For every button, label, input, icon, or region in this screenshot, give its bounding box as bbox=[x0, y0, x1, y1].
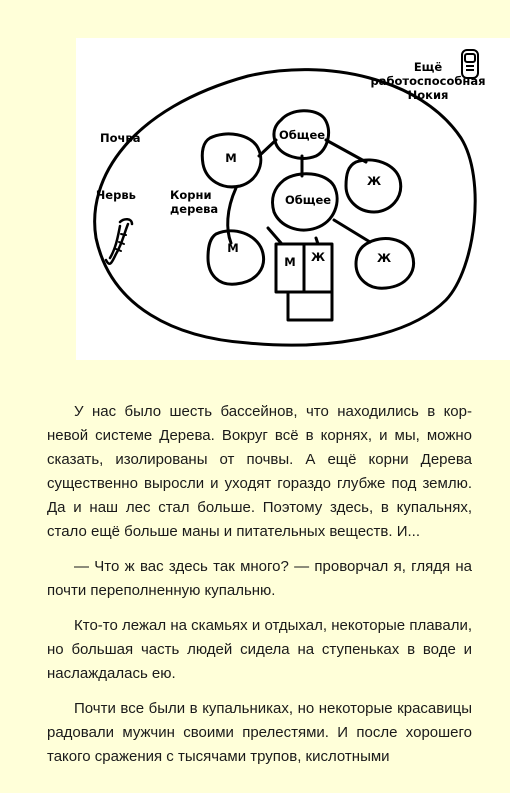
paragraph: У нас было шесть бассейнов, что находились в корневой системе Дерева. Вокруг всё в корнях, и мы, можно сказать, изолированы от почвы. А ещё корни Дерева существенно выросли и уходят гораздо глубже под землю. Да и наш лес стал больше. Поэтому здесь, в купальнях, стало ещё больше маны и питательных веществ. И... bbox=[47, 403, 472, 540]
diagram-illustration bbox=[76, 38, 510, 360]
pool-male-left-top-label: М bbox=[225, 151, 237, 165]
pool-common-center-label: Общее bbox=[284, 193, 332, 207]
pool-split-extension bbox=[288, 292, 332, 320]
worm-icon bbox=[120, 219, 132, 224]
root-line bbox=[268, 228, 281, 243]
pool-male-left-bottom-label: М bbox=[227, 241, 239, 255]
roots-label: Корни дерева bbox=[170, 188, 219, 216]
pool-split-male-label: М bbox=[284, 255, 296, 269]
phone-label: Ещё работоспособная Нокия bbox=[370, 60, 486, 102]
worm-label: Червь bbox=[96, 188, 136, 202]
pool-female-right-bottom-label: Ж bbox=[376, 251, 392, 265]
pool-common-top-label: Общее bbox=[278, 128, 326, 142]
root-line bbox=[228, 188, 236, 243]
paragraph: Кто-то лежал на скамьях и отдыхал, некоторые плавали, но большая часть людей сидела на ступеньках в воде и наслаждалась ею. bbox=[47, 617, 472, 682]
paragraph: Почти все были в купальниках, но некоторые красавицы радовали мужчин своими прелестями. И после хорошего такого сражения с тысячами трупов, кислотными bbox=[47, 700, 472, 765]
root-line bbox=[326, 140, 366, 162]
soil-label: Почва bbox=[100, 131, 141, 145]
paragraph: — Что ж вас здесь так много? — проворчал я, глядя на почти переполненную купальню. bbox=[47, 558, 472, 599]
root-line bbox=[334, 220, 370, 242]
root-system-outline bbox=[95, 70, 476, 345]
pool-split-female-label: Ж bbox=[310, 250, 326, 264]
body-text bbox=[47, 400, 472, 780]
pool-female-right-top-label: Ж bbox=[366, 174, 382, 188]
pool-male-left-bottom bbox=[208, 231, 264, 284]
